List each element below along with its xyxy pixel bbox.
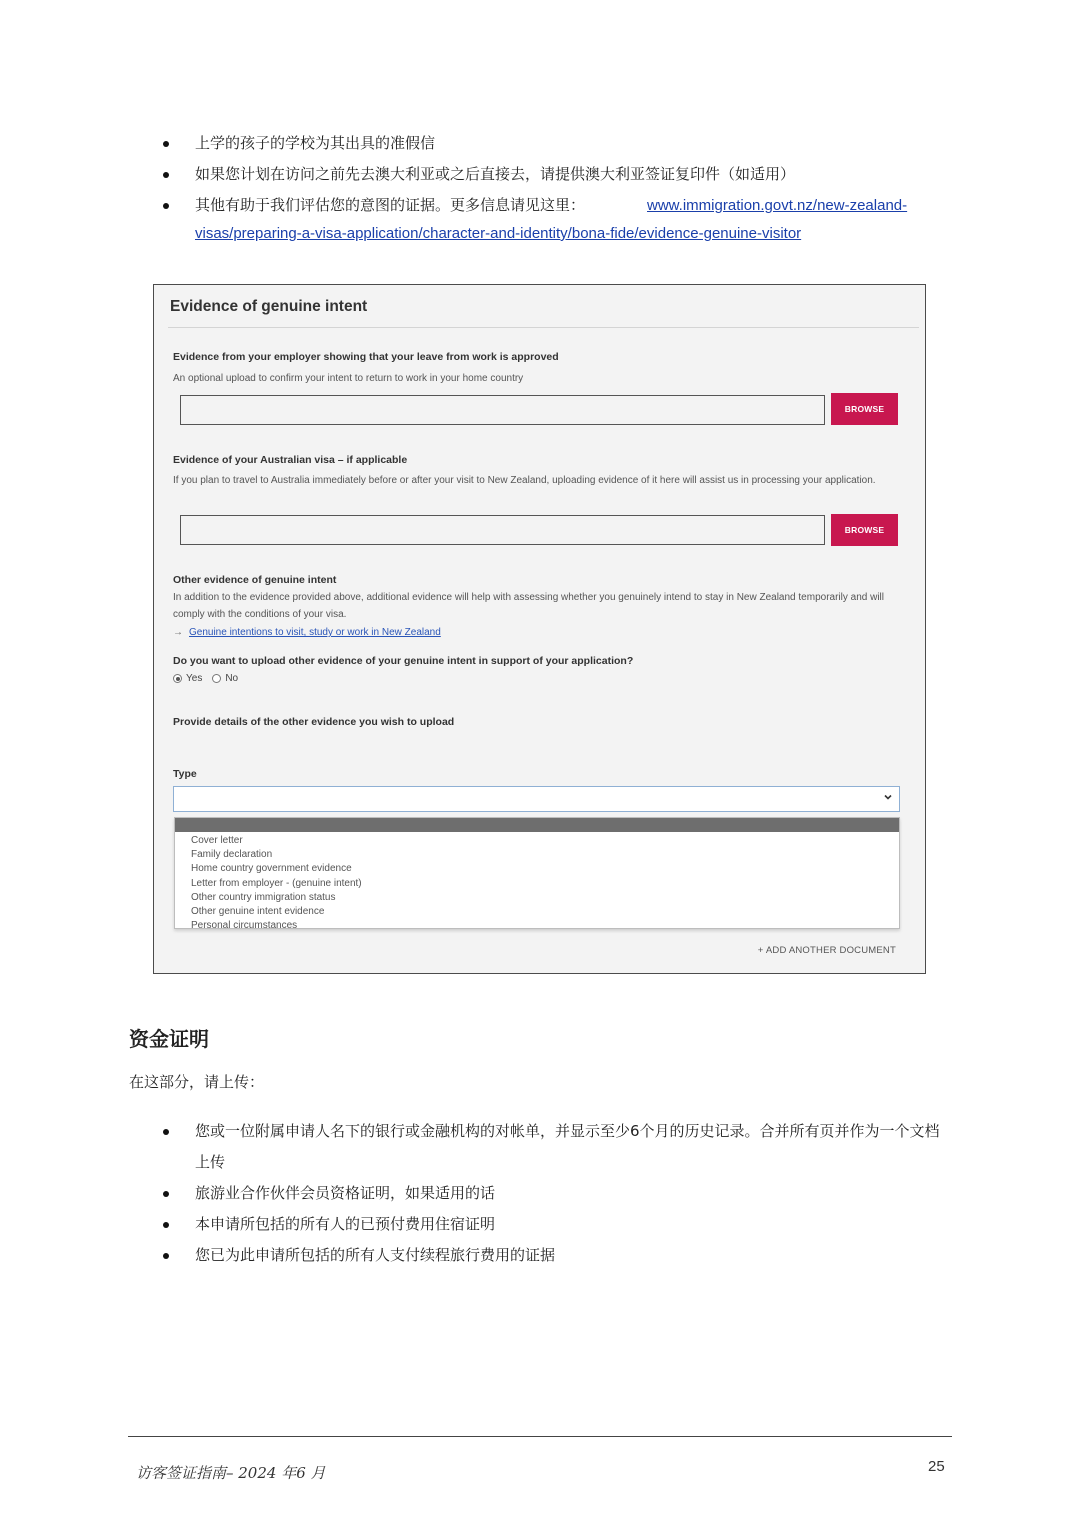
top-bullet-list [160, 128, 960, 246]
employer-evidence-hint: An optional upload to confirm your intent to return to work in your home country [173, 373, 524, 384]
australian-visa-browse-button[interactable]: BROWSE [831, 514, 898, 546]
bullet-text: 如果您计划在访问之前先去澳大利亚或之后直接去，请提供澳大利亚签证复印件（如适用） [195, 165, 796, 183]
other-evidence-hint: In addition to the evidence provided above, additional evidence will help with assessing whether you genuinely intend to stay in New Zealand temporarily and will comply with the conditions of your visa. [173, 592, 884, 620]
type-option[interactable]: Family declaration [191, 849, 273, 861]
highlighted-empty-option[interactable] [175, 818, 899, 832]
footer-title: 访客签证指南– 2024 年6 月 [136, 1464, 326, 1482]
type-label: Type [173, 768, 197, 780]
funds-bullet-list [160, 1116, 940, 1271]
upload-question: Do you want to upload other evidence of your genuine intent in support of your application? [173, 655, 634, 667]
immigration-link-continued[interactable]: visas/preparing-a-visa-application/character-and-identity/bona-fide/evidence-genuine-visitor [195, 225, 802, 242]
list-item [160, 1209, 940, 1240]
add-another-document-button[interactable]: + ADD ANOTHER DOCUMENT [757, 945, 896, 956]
footer-divider [128, 1436, 952, 1437]
bullet-text: 上学的孩子的学校为其出具的准假信 [195, 134, 436, 152]
bullet-text: 旅游业合作伙伴会员资格证明，如果适用的话 [195, 1184, 496, 1202]
australian-visa-hint: If you plan to travel to Australia immediately before or after your visit to New Zealand, uploading evidence of it here will assist us in processing your application. [173, 475, 876, 486]
type-dropdown [174, 817, 900, 932]
no-label: No [225, 673, 239, 684]
type-option[interactable]: Other genuine intent evidence [191, 906, 325, 918]
genuine-intentions-link[interactable]: Genuine intentions to visit, study or work in New Zealand [189, 627, 441, 638]
list-item [160, 190, 960, 246]
bullet-text: 您已为此申请所包括的所有人支付续程旅行费用的证据 [195, 1246, 556, 1264]
australian-visa-file-field[interactable] [180, 515, 825, 545]
details-label: Provide details of the other evidence you wish to upload [173, 716, 455, 728]
other-evidence-label: Other evidence of genuine intent [173, 574, 337, 586]
type-select[interactable] [173, 786, 900, 812]
guide-link-row [173, 627, 441, 638]
australian-visa-label: Evidence of your Australian visa – if applicable [173, 454, 408, 466]
list-item [160, 1178, 940, 1209]
arrow-right-icon: → [173, 627, 183, 638]
type-option[interactable]: Personal circumstances [191, 920, 298, 932]
employer-evidence-label: Evidence from your employer showing that your leave from work is approved [173, 351, 559, 363]
section-heading: 资金证明 [129, 1027, 209, 1051]
type-option[interactable]: Home country government evidence [191, 863, 352, 875]
list-item [160, 159, 960, 190]
type-option[interactable]: Cover letter [191, 835, 243, 846]
employer-file-field[interactable] [180, 395, 825, 425]
upload-radio-group [173, 673, 238, 684]
list-item [160, 1240, 940, 1271]
divider [168, 327, 919, 328]
type-option[interactable]: Other country immigration status [191, 891, 336, 903]
page-number: 25 [928, 1458, 945, 1475]
no-radio[interactable] [212, 674, 221, 683]
type-option[interactable]: Letter from employer - (genuine intent) [191, 877, 362, 889]
genuine-intent-panel [153, 284, 926, 974]
yes-label: Yes [186, 673, 203, 684]
yes-radio[interactable] [173, 674, 182, 683]
bullet-text: 本申请所包括的所有人的已预付费用住宿证明 [195, 1215, 496, 1233]
chevron-down-icon [883, 792, 893, 802]
type-option-list [175, 832, 899, 933]
bullet-text: 您或一位附属申请人名下的银行或金融机构的对帐单，并显示至少6个月的历史记录。合并所有页并作为一个文档上传 [195, 1122, 940, 1171]
list-item [160, 128, 960, 159]
bullet-text: 其他有助于我们评估您的意图的证据。更多信息请见这里： [195, 196, 586, 214]
list-item [160, 1116, 940, 1178]
employer-browse-button[interactable]: BROWSE [831, 393, 898, 425]
immigration-link[interactable]: www.immigration.govt.nz/new-zealand- [647, 197, 908, 214]
panel-title: Evidence of genuine intent [170, 298, 368, 315]
section-intro: 在这部分，请上传： [129, 1073, 265, 1091]
